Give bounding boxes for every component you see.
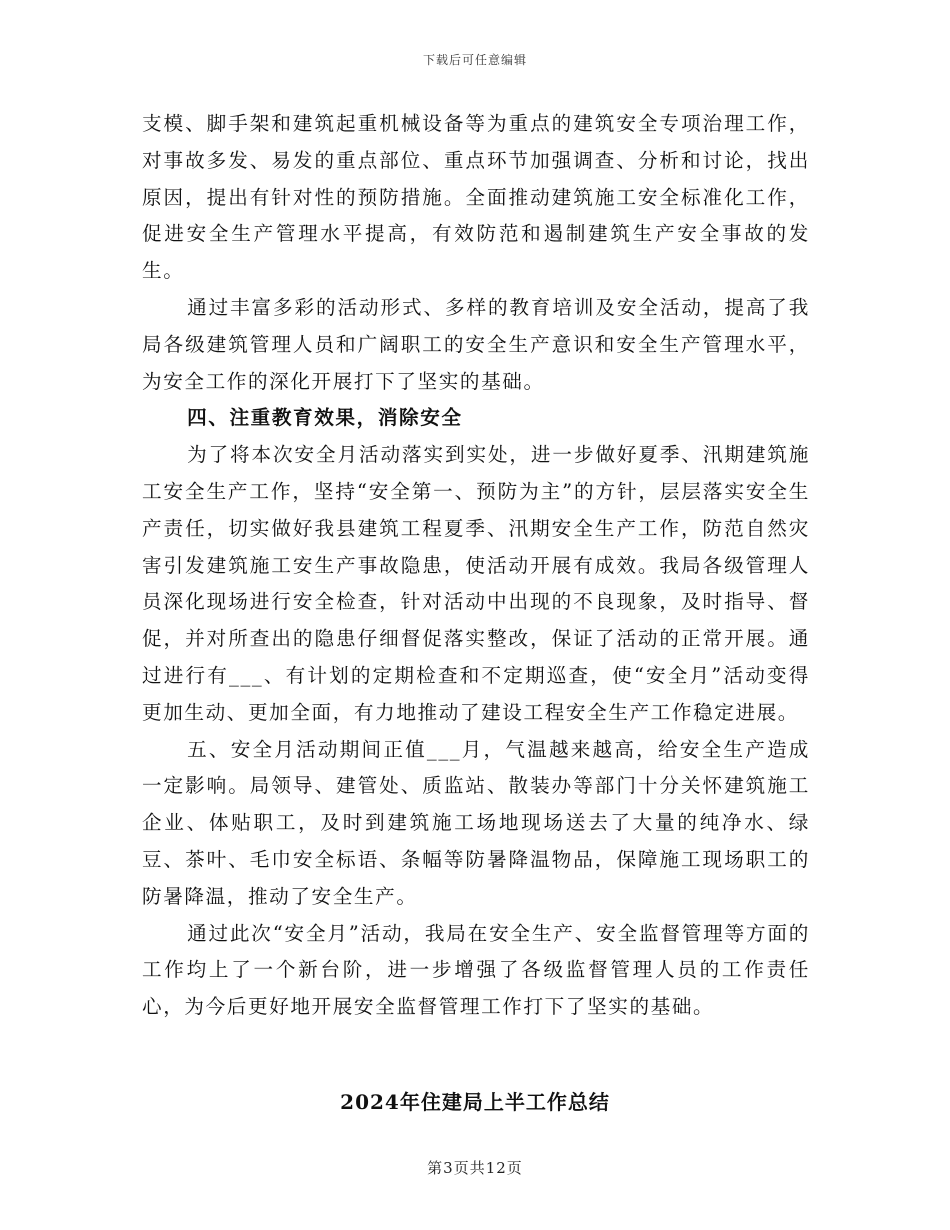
paragraph-activities: 通过丰富多彩的活动形式、多样的教育培训及安全活动，提高了我局各级建筑管理人员和广阔职工的安全生产意识和安全生产管理水平，为安全工作的深化开展打下了坚实的基础。 — [142, 295, 810, 393]
paragraph-safety-month: 为了将本次安全月活动落实到实处，进一步做好夏季、汛期建筑施工安全生产工作，坚持“安全第一、预防为主”的方针，层层落实安全生产责任，切实做好我县建筑工程夏季、汛期安全生产工作，防范自然灾害引发建筑施工安生产事故隐患，使活动开展有成效。我局各级管理人员深化现场进行安全检查，针对活动中出现的不良现象，及时指导、督促，并对所查出的隐患仔细督促落实整改，保证了活动的正常开展。通过进行有___、有计划的定期检查和不定期巡查，使“安全月”活动变得更加生动、更加全面，有力地推动了建设工程安全生产工作稳定进展。 — [142, 443, 810, 724]
page-footer: 第3页共12页 — [427, 1159, 523, 1177]
paragraph-conclusion: 通过此次“安全月”活动，我局在安全生产、安全监督管理等方面的工作均上了一个新台阶，进一步增强了各级监督管理人员的工作责任心，为今后更好地开展安全监督管理工作打下了坚实的基础。 — [142, 921, 810, 1019]
document-body — [142, 106, 810, 1026]
page-header: 下载后可任意编辑 — [422, 53, 527, 67]
document-title: 2024年住建局上半工作总结 — [340, 1090, 610, 1114]
paragraph-section-five: 五、安全月活动期间正值___月，气温越来越高，给安全生产造成一定影响。局领导、建管处、质监站、散装办等部门十分关怀建筑施工企业、体贴职工，及时到建筑施工场地现场送去了大量的纯净水、绿豆、茶叶、毛巾安全标语、条幅等防暑降温物品，保障施工现场职工的防暑降温，推动了安全生产。 — [142, 737, 810, 908]
section-heading-four: 四、注重教育效果，消除安全 — [187, 406, 463, 430]
paragraph-continued: 支模、脚手架和建筑起重机械设备等为重点的建筑安全专项治理工作，对事故多发、易发的重点部位、重点环节加强调查、分析和讨论，找出原因，提出有针对性的预防措施。全面推动建筑施工安全标准化工作，促进安全生产管理水平提高，有效防范和遏制建筑生产安全事故的发生。 — [142, 112, 810, 283]
